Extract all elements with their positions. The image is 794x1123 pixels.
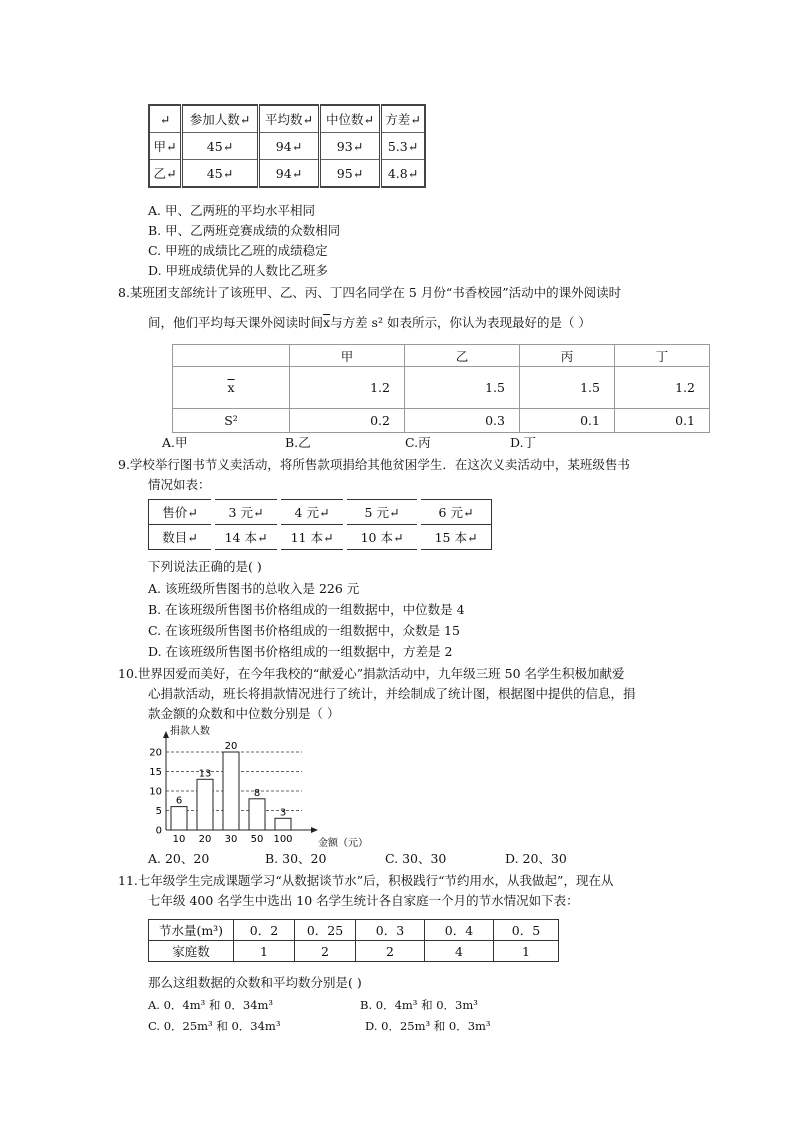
bar-30 [223, 752, 239, 830]
y-tick-label: 0 [155, 825, 162, 837]
data-label: 13 [198, 768, 212, 780]
table-cell: 1.2 [615, 367, 710, 409]
text-span: 间，他们平均每天课外阅读时间 [148, 315, 324, 330]
table-cell: 售价↵ [149, 500, 214, 525]
x-tick-label: 10 [172, 834, 186, 845]
table-cell: 45↵ [182, 160, 259, 188]
text-span: 与方差 s² 如表所示，你认为表现最好的是（ ） [330, 315, 591, 330]
option-b: B.乙 [285, 435, 311, 450]
table-cell: 5.3↵ [381, 133, 426, 160]
option-c: C.丙 [405, 435, 431, 450]
data-label: 20 [224, 741, 238, 752]
table-cell: 家庭数 [149, 941, 234, 962]
book-sales-table [148, 499, 492, 550]
option-c: C. 甲班的成绩比乙班的成绩稳定 [148, 243, 328, 258]
bar-10 [171, 807, 187, 830]
option-a: A.甲 [162, 435, 188, 450]
table-row [149, 105, 425, 133]
y-axis-arrow [163, 731, 169, 738]
table-cell: 乙 [405, 345, 520, 367]
x-tick-label: 20 [198, 834, 212, 845]
reading-time-table [172, 344, 710, 433]
option-d: D. 甲班成绩优异的人数比乙班多 [148, 263, 329, 278]
x-tick-label: 100 [273, 834, 293, 845]
table-cell [173, 345, 290, 367]
table-cell: 4.8↵ [381, 160, 426, 188]
table-cell: 94↵ [259, 160, 320, 188]
table-cell: 丙 [520, 345, 615, 367]
question-10-text-3: 款金额的众数和中位数分别是（ ） [148, 706, 340, 721]
option-b: B. 0．4m³ 和 0．3m³ [360, 998, 478, 1012]
table-cell: 94↵ [259, 133, 320, 160]
table-cell: 4 [425, 941, 494, 962]
table-cell: 3 元↵ [213, 500, 279, 525]
option-c: C. 30、30 [385, 851, 447, 866]
table-cell: 0．25 [295, 920, 356, 941]
table-cell: 甲↵ [149, 133, 182, 160]
table-cell: 6 元↵ [419, 500, 492, 525]
option-a: A. 0．4m³ 和 0．34m³ [148, 998, 274, 1012]
x-tick-label: 30 [224, 834, 238, 845]
table-cell: 平均数↵ [259, 105, 320, 133]
bar-20 [197, 779, 213, 830]
mean-symbol: $\overline{x}$ [323, 315, 331, 330]
table-cell: 93↵ [320, 133, 381, 160]
option-c: C. 0．25m³ 和 0．34m³ [148, 1019, 281, 1033]
table-cell: 1.5 [520, 367, 615, 409]
option-a: A. 甲、乙两班的平均水平相同 [148, 203, 315, 218]
option-d: D. 20、30 [505, 851, 567, 866]
x-axis-label: 金额（元） [318, 838, 368, 849]
table-cell: 丁 [615, 345, 710, 367]
question-9-prompt: 下列说法正确的是( ) [148, 559, 262, 574]
bar-50 [249, 799, 265, 830]
data-label: 6 [175, 795, 183, 807]
data-label: 8 [253, 787, 261, 799]
question-10-text-2: 心捐款活动，班长将捐款情况进行了统计，并绘制成了统计图，根据图中提供的信息，捐 [148, 686, 636, 701]
table-cell: 0.1 [520, 409, 615, 433]
table-cell: 乙↵ [149, 160, 182, 188]
question-11-prompt: 那么这组数据的众数和平均数分别是( ) [148, 975, 362, 990]
table-cell: 1 [234, 941, 295, 962]
mean-symbol: $\overline{x}$ [227, 380, 235, 395]
option-b: B. 30、20 [265, 851, 327, 866]
table-cell: 0.3 [405, 409, 520, 433]
y-tick-label: 10 [149, 786, 162, 798]
water-saving-table [148, 919, 559, 962]
table-cell: 11 本↵ [279, 525, 345, 550]
table-cell: 1.5 [405, 367, 520, 409]
question-9-text: 9.学校举行图书节义卖活动，将所售款项捐给其他贫困学生．在这次义卖活动中，某班级售书 [118, 457, 630, 472]
x-axis-arrow [311, 827, 318, 833]
table-row [173, 367, 710, 409]
y-tick-label: 5 [155, 806, 162, 817]
table-cell: 0.2 [290, 409, 405, 433]
donation-bar-chart [140, 722, 380, 852]
table-cell: 0．3 [356, 920, 425, 941]
option-b: B. 在该班级所售图书价格组成的一组数据中，中位数是 4 [148, 602, 465, 617]
bar-100 [275, 818, 291, 830]
question-9-text-2: 情况如表： [148, 477, 211, 492]
table-row [149, 941, 559, 962]
option-a: A. 该班级所售图书的总收入是 226 元 [148, 581, 360, 596]
option-d: D.丁 [510, 435, 537, 450]
table-row [149, 500, 492, 525]
table-cell: 甲 [290, 345, 405, 367]
option-d: D. 0．25m³ 和 0．3m³ [365, 1019, 491, 1033]
scores-table [148, 104, 426, 188]
table-cell: 0．2 [234, 920, 295, 941]
table-cell: 1 [494, 941, 559, 962]
table-cell: 0.1 [615, 409, 710, 433]
table-cell: S² [173, 409, 290, 433]
table-cell: 方差↵ [381, 105, 426, 133]
table-cell: 14 本↵ [213, 525, 279, 550]
table-cell: 0．5 [494, 920, 559, 941]
table-cell [173, 367, 290, 409]
table-cell: 5 元↵ [345, 500, 419, 525]
option-b: B. 甲、乙两班竞赛成绩的众数相同 [148, 223, 341, 238]
table-cell: 95↵ [320, 160, 381, 188]
y-tick-label: 20 [149, 747, 162, 759]
table-cell: 节水量(m³) [149, 920, 234, 941]
y-axis-label: 捐款人数 [170, 726, 210, 737]
table-cell: 10 本↵ [345, 525, 419, 550]
option-c: C. 在该班级所售图书价格组成的一组数据中，众数是 15 [148, 623, 460, 638]
option-a: A. 20、20 [148, 851, 210, 866]
chart-bars [171, 741, 293, 845]
table-cell: 数目↵ [149, 525, 214, 550]
table-cell: 2 [356, 941, 425, 962]
y-tick-label: 15 [149, 767, 162, 778]
option-d: D. 在该班级所售图书价格组成的一组数据中，方差是 2 [148, 644, 453, 659]
table-cell: 1.2 [290, 367, 405, 409]
table-row [149, 920, 559, 941]
question-11-text: 11.七年级学生完成课题学习“从数据谈节水”后，积极践行“节约用水，从我做起”，现在从 [118, 873, 614, 888]
table-cell: 15 本↵ [419, 525, 492, 550]
table-cell: 中位数↵ [320, 105, 381, 133]
table-cell: 0．4 [425, 920, 494, 941]
question-8-text: 8.某班团支部统计了该班甲、乙、丙、丁四名同学在 5 月份“书香校园”活动中的课外阅读时 [118, 285, 622, 300]
table-cell: ↵ [149, 105, 182, 133]
table-row [149, 133, 425, 160]
table-cell: 45↵ [182, 133, 259, 160]
question-11-text-2: 七年级 400 名学生中选出 10 名学生统计各自家庭一个月的节水情况如下表： [148, 893, 579, 908]
table-cell: 参加人数↵ [182, 105, 259, 133]
table-row [149, 160, 425, 188]
table-row [149, 525, 492, 550]
table-row [173, 345, 710, 367]
table-row [173, 409, 710, 433]
x-tick-label: 50 [250, 834, 264, 845]
table-cell: 2 [295, 941, 356, 962]
data-label: 3 [279, 807, 287, 819]
table-cell: 4 元↵ [279, 500, 345, 525]
question-10-text: 10.世界因爱而美好，在今年我校的“献爱心”捐款活动中，九年级三班 50 名学生积极加献爱 [118, 666, 625, 681]
question-8-text-2 [148, 314, 591, 332]
